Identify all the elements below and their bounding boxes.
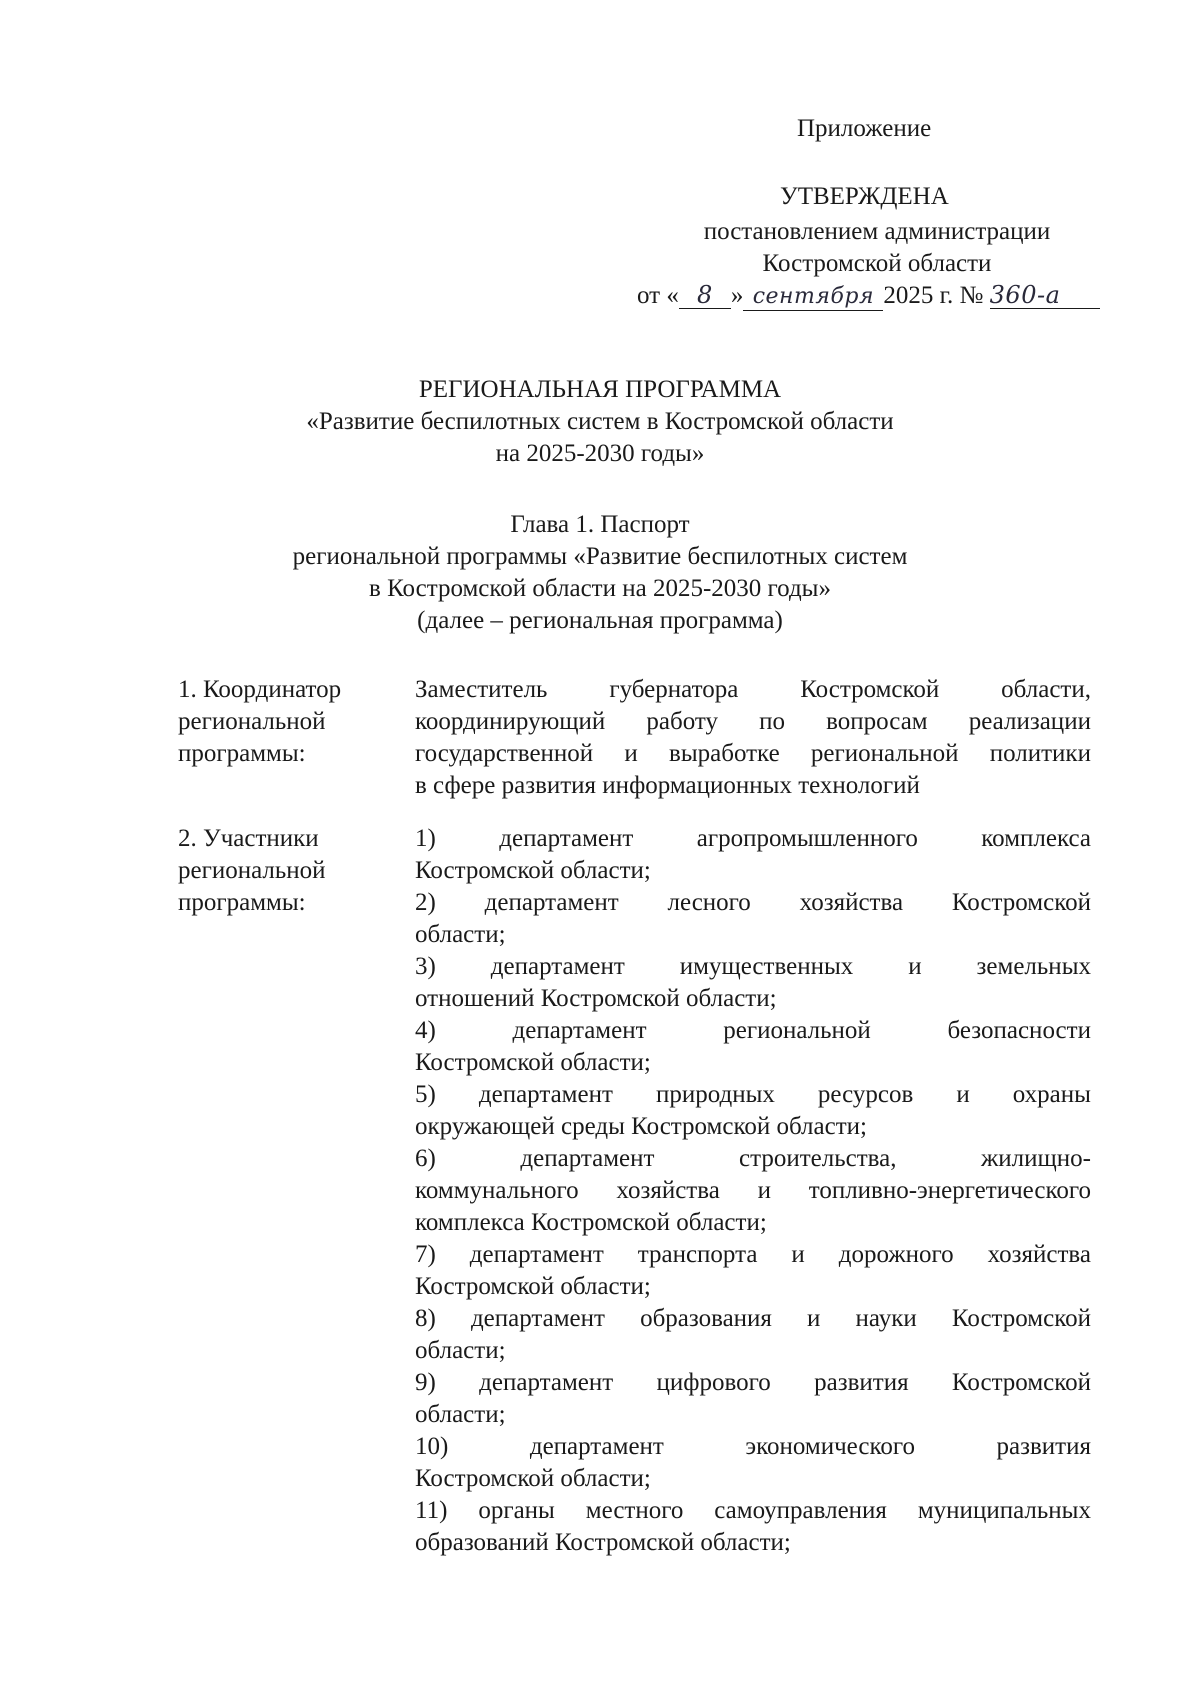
participant-line	[415, 1079, 1091, 1111]
word: департамент	[484, 889, 619, 916]
word: 1)	[415, 825, 436, 852]
word: развития	[996, 1433, 1091, 1460]
word: самоуправления	[714, 1497, 887, 1524]
date-month-handwritten: сентября	[743, 284, 883, 311]
participant-item	[415, 1367, 1091, 1431]
word: 6)	[415, 1145, 436, 1172]
participant-line	[415, 1015, 1091, 1047]
word: департамент	[529, 1433, 664, 1460]
date-day-handwritten: 8	[679, 282, 731, 309]
word: строительства,	[739, 1145, 897, 1172]
word: природных	[655, 1081, 775, 1108]
participant-line	[415, 1239, 1091, 1271]
word: развития	[814, 1369, 909, 1396]
word: департамент	[490, 953, 625, 980]
participant-item	[415, 1303, 1091, 1367]
participant-line: области;	[415, 1401, 506, 1428]
participant-item	[415, 951, 1091, 1015]
word: департамент	[499, 825, 634, 852]
word: цифрового	[656, 1369, 771, 1396]
word: департамент	[470, 1305, 605, 1332]
word: Заместитель	[415, 676, 548, 703]
participant-line	[415, 1367, 1091, 1399]
word: земельных	[976, 953, 1091, 980]
chapter-heading-line-1: Глава 1. Паспорт	[510, 511, 690, 538]
word: работу	[646, 708, 718, 735]
word: государственной	[415, 740, 594, 767]
word: 5)	[415, 1081, 436, 1108]
word: региональной	[810, 740, 959, 767]
date-prefix: от «	[637, 282, 679, 309]
participant-line	[415, 887, 1091, 919]
word: 4)	[415, 1017, 436, 1044]
word: губернатора	[609, 676, 739, 703]
participant-line: Костромской области;	[415, 1049, 651, 1076]
word: экономического	[745, 1433, 915, 1460]
word: образования	[640, 1305, 772, 1332]
participants-label-line: 2. Участники	[178, 825, 319, 852]
participant-line	[415, 1143, 1091, 1175]
word: транспорта	[637, 1241, 758, 1268]
word: 10)	[415, 1433, 449, 1460]
coordinator-text-line	[415, 738, 1091, 770]
word: по	[759, 708, 786, 735]
word: области,	[1001, 676, 1091, 703]
participant-line	[415, 1431, 1091, 1463]
program-title-line-3: на 2025-2030 годы»	[495, 440, 705, 467]
participant-item	[415, 1015, 1091, 1079]
word: топливно-энергетического	[808, 1177, 1091, 1204]
coordinator-label-line: региональной	[178, 708, 326, 735]
coordinator-text-line	[415, 706, 1091, 738]
coordinator-label	[178, 674, 388, 770]
word: безопасности	[947, 1017, 1091, 1044]
participant-line: окружающей среды Костромской области;	[415, 1113, 867, 1140]
participant-item	[415, 1495, 1091, 1559]
word: 2)	[415, 889, 436, 916]
word: 8)	[415, 1305, 436, 1332]
word: 7)	[415, 1241, 436, 1268]
word: департамент	[520, 1145, 655, 1172]
participant-line: образований Костромской области;	[415, 1529, 791, 1556]
word: хозяйства	[616, 1177, 720, 1204]
word: департамент	[478, 1081, 613, 1108]
word: региональной	[723, 1017, 871, 1044]
participant-line: области;	[415, 1337, 506, 1364]
word: и	[791, 1241, 805, 1268]
word: выработке	[669, 740, 780, 767]
participant-line	[415, 951, 1091, 983]
word: и	[757, 1177, 771, 1204]
word: Костромской	[951, 1305, 1091, 1332]
appendix-label: Приложение	[797, 115, 932, 142]
coordinator-label-line: программы:	[178, 740, 306, 767]
word: и	[956, 1081, 970, 1108]
participant-line: Костромской области;	[415, 857, 651, 884]
coordinator-text-line: в сфере развития информационных технологий	[415, 772, 920, 799]
participant-item	[415, 887, 1091, 951]
participant-item	[415, 1143, 1091, 1239]
word: Костромской	[951, 1369, 1091, 1396]
word: науки	[855, 1305, 917, 1332]
program-title	[0, 374, 1200, 470]
word: комплекса	[981, 825, 1091, 852]
word: охраны	[1012, 1081, 1091, 1108]
word: и	[908, 953, 922, 980]
participant-line: Костромской области;	[415, 1273, 651, 1300]
word: муниципальных	[917, 1497, 1091, 1524]
coordinator-label-line: 1. Координатор	[178, 676, 342, 703]
participants-label-line: региональной	[178, 857, 326, 884]
word: реализации	[968, 708, 1091, 735]
word: лесного	[667, 889, 751, 916]
participant-line	[415, 1175, 1091, 1207]
word: вопросам	[826, 708, 928, 735]
word: коммунального	[415, 1177, 579, 1204]
participant-line	[415, 823, 1091, 855]
word: и	[624, 740, 638, 767]
coordinator-text	[415, 674, 1091, 802]
word: хозяйства	[799, 889, 904, 916]
participant-item	[415, 1079, 1091, 1143]
word: департамент	[512, 1017, 647, 1044]
approved-label: УТВЕРЖДЕНА	[780, 183, 949, 210]
word: хозяйства	[987, 1241, 1091, 1268]
date-year: 2025 г. №	[883, 282, 984, 309]
word: дорожного	[838, 1241, 954, 1268]
participant-line: комплекса Костромской области;	[415, 1209, 767, 1236]
coordinator-text-line	[415, 674, 1091, 706]
word: имущественных	[679, 953, 854, 980]
date-close-quote: »	[730, 282, 744, 309]
word: жилищно-	[981, 1145, 1091, 1172]
participant-item	[415, 823, 1091, 887]
word: 3)	[415, 953, 436, 980]
program-title-line-2: «Развитие беспилотных систем в Костромской области	[306, 408, 894, 435]
participants-label	[178, 823, 388, 919]
decree-number-handwritten: 360-а	[990, 282, 1100, 309]
word: Костромской	[951, 889, 1091, 916]
participant-item	[415, 1239, 1091, 1303]
word: и	[807, 1305, 821, 1332]
word: Костромской	[800, 676, 940, 703]
chapter-heading-line-2: региональной программы «Развитие беспилотных систем	[292, 543, 908, 570]
word: политики	[989, 740, 1091, 767]
word: департамент	[479, 1369, 614, 1396]
participant-line: области;	[415, 921, 506, 948]
approved-region-line: Костромской области	[762, 250, 992, 277]
word: координирующий	[415, 708, 606, 735]
word: ресурсов	[817, 1081, 914, 1108]
participant-line: Костромской области;	[415, 1465, 651, 1492]
word: агропромышленного	[696, 825, 918, 852]
participants-list	[415, 823, 1091, 1559]
participant-line	[415, 1495, 1091, 1527]
program-title-line-1: РЕГИОНАЛЬНАЯ ПРОГРАММА	[418, 376, 782, 403]
participants-label-line: программы:	[178, 889, 306, 916]
word: 11)	[415, 1497, 448, 1524]
word: 9)	[415, 1369, 436, 1396]
word: местного	[585, 1497, 684, 1524]
participant-item	[415, 1431, 1091, 1495]
decree-date-line	[637, 280, 1100, 312]
participant-line	[415, 1303, 1091, 1335]
approved-by-line: постановлением администрации	[703, 218, 1051, 245]
chapter-heading-line-3: в Костромской области на 2025-2030 годы»	[369, 575, 831, 602]
chapter-heading	[0, 509, 1200, 637]
word: органы	[478, 1497, 555, 1524]
chapter-heading-line-4: (далее – региональная программа)	[417, 607, 783, 634]
participant-line: отношений Костромской области;	[415, 985, 777, 1012]
word: департамент	[469, 1241, 604, 1268]
